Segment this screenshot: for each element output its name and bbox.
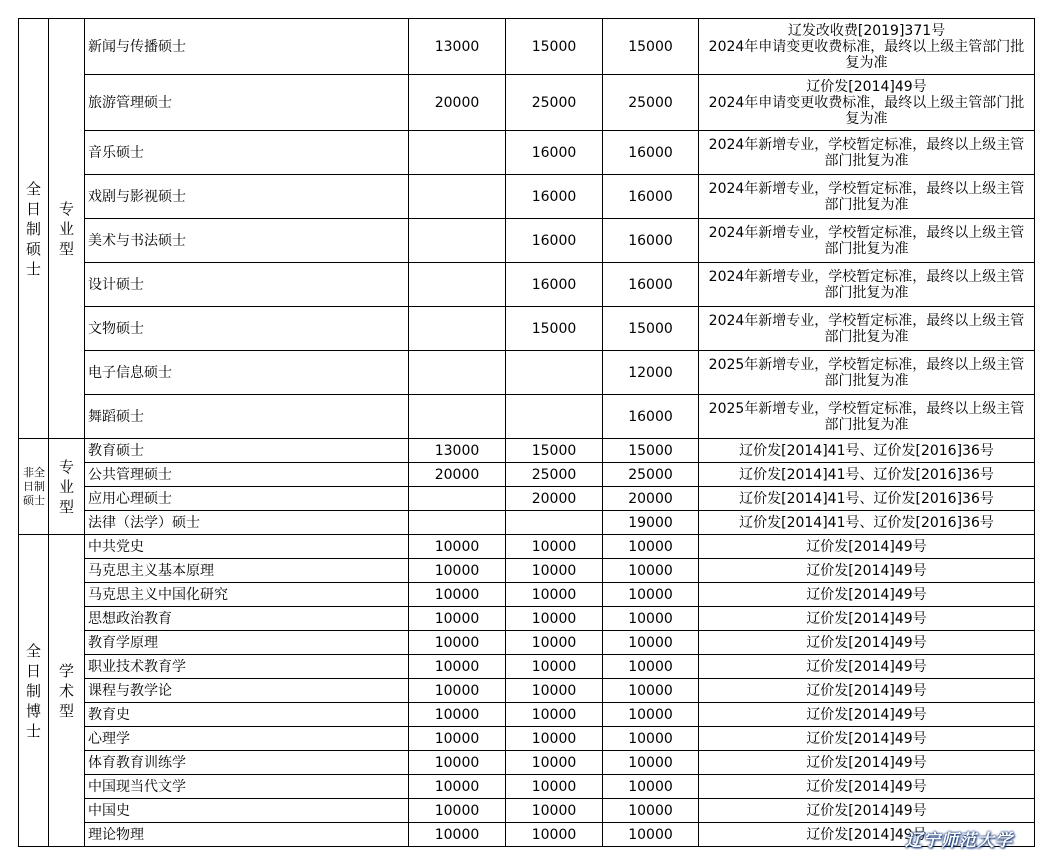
fee-cell: 15000 — [603, 19, 699, 75]
fee-cell: 10000 — [603, 775, 699, 799]
fee-basis-note-cell: 辽价发[2014]49号 — [699, 751, 1035, 775]
fee-basis-note-cell: 2024年新增专业，学校暂定标准，最终以上级主管部门批复为准 — [699, 307, 1035, 351]
fee-basis-note-cell: 辽价发[2014]49号 — [699, 727, 1035, 751]
fee-cell: 15000 — [506, 307, 603, 351]
table-row — [19, 175, 1035, 219]
fee-cell: 15000 — [506, 19, 603, 75]
fee-cell: 10000 — [603, 751, 699, 775]
fee-basis-note-cell: 辽价发[2014]41号、辽价发[2016]36号 — [699, 463, 1035, 487]
program-name-cell: 电子信息硕士 — [85, 351, 409, 395]
fee-basis-note-cell: 2025年新增专业，学校暂定标准，最终以上级主管部门批复为准 — [699, 351, 1035, 395]
table-row — [19, 463, 1035, 487]
program-name-cell: 教育学原理 — [85, 631, 409, 655]
fee-basis-note-cell: 辽价发[2014]41号、辽价发[2016]36号 — [699, 487, 1035, 511]
fee-cell: 15000 — [506, 439, 603, 463]
fee-cell: 10000 — [506, 679, 603, 703]
program-name-cell: 戏剧与影视硕士 — [85, 175, 409, 219]
table-row — [19, 439, 1035, 463]
degree-category-cell — [19, 439, 49, 535]
fee-cell — [409, 307, 506, 351]
fee-cell: 10000 — [409, 703, 506, 727]
program-name-cell: 中共党史 — [85, 535, 409, 559]
fee-cell: 10000 — [409, 823, 506, 847]
fee-cell: 25000 — [506, 75, 603, 131]
fee-cell — [409, 131, 506, 175]
fee-basis-note-cell: 辽价发[2014]49号 — [699, 559, 1035, 583]
program-name-cell: 法律（法学）硕士 — [85, 511, 409, 535]
fee-cell: 10000 — [603, 703, 699, 727]
fee-cell: 10000 — [506, 631, 603, 655]
fee-basis-note-cell: 2024年新增专业，学校暂定标准，最终以上级主管部门批复为准 — [699, 131, 1035, 175]
table-row — [19, 799, 1035, 823]
fee-basis-note-cell: 辽价发[2014]49号 — [699, 655, 1035, 679]
fee-cell: 10000 — [506, 655, 603, 679]
table-row — [19, 535, 1035, 559]
fee-cell: 10000 — [409, 583, 506, 607]
program-name-cell: 中国现当代文学 — [85, 775, 409, 799]
fee-basis-note-cell: 辽价发[2014]49号 — [699, 535, 1035, 559]
table-row — [19, 511, 1035, 535]
table-row — [19, 219, 1035, 263]
fee-cell: 10000 — [603, 559, 699, 583]
program-name-cell: 中国史 — [85, 799, 409, 823]
fee-cell — [409, 175, 506, 219]
degree-type-cell — [49, 439, 85, 535]
table-row — [19, 607, 1035, 631]
table-row — [19, 395, 1035, 439]
table-row — [19, 131, 1035, 175]
table-row — [19, 751, 1035, 775]
fee-basis-note-cell: 辽价发[2014]41号、辽价发[2016]36号 — [699, 439, 1035, 463]
fee-cell: 10000 — [409, 727, 506, 751]
fee-basis-note-cell: 2024年新增专业，学校暂定标准，最终以上级主管部门批复为准 — [699, 219, 1035, 263]
fee-cell: 16000 — [506, 263, 603, 307]
table-row — [19, 19, 1035, 75]
fee-basis-note-cell: 辽价发[2014]49号 — [699, 631, 1035, 655]
program-name-cell: 文物硕士 — [85, 307, 409, 351]
fee-cell: 10000 — [409, 799, 506, 823]
fee-cell: 10000 — [409, 607, 506, 631]
university-watermark: 辽宁师范大学 — [905, 831, 1013, 851]
table-row — [19, 775, 1035, 799]
program-name-cell: 美术与书法硕士 — [85, 219, 409, 263]
fee-cell: 10000 — [506, 799, 603, 823]
table-row — [19, 655, 1035, 679]
degree-type-cell — [49, 535, 85, 847]
fee-cell — [409, 219, 506, 263]
fee-cell: 10000 — [603, 535, 699, 559]
fee-cell: 20000 — [506, 487, 603, 511]
table-row — [19, 703, 1035, 727]
table-body — [19, 19, 1035, 847]
program-name-cell: 旅游管理硕士 — [85, 75, 409, 131]
fee-cell: 10000 — [409, 631, 506, 655]
fee-cell — [409, 263, 506, 307]
program-name-cell: 职业技术教育学 — [85, 655, 409, 679]
fee-cell: 16000 — [506, 175, 603, 219]
fee-cell: 10000 — [409, 775, 506, 799]
fee-cell: 10000 — [409, 655, 506, 679]
program-name-cell: 教育史 — [85, 703, 409, 727]
fee-cell: 10000 — [506, 559, 603, 583]
fee-basis-note-cell: 辽价发[2014]49号 — [699, 607, 1035, 631]
program-name-cell: 体育教育训练学 — [85, 751, 409, 775]
fee-cell: 16000 — [506, 219, 603, 263]
fee-basis-note-cell: 辽价发[2014]49号 2024年申请变更收费标准，最终以上级主管部门批复为准 — [699, 75, 1035, 131]
fee-basis-note-cell: 辽价发[2014]49号 — [699, 799, 1035, 823]
fee-basis-note-cell: 辽价发[2014]49号 — [699, 703, 1035, 727]
fee-cell: 16000 — [603, 395, 699, 439]
table-row — [19, 727, 1035, 751]
degree-category-cell — [19, 535, 49, 847]
table-row — [19, 823, 1035, 847]
fee-cell: 16000 — [603, 175, 699, 219]
fee-cell: 25000 — [506, 463, 603, 487]
fee-basis-note-cell: 2024年新增专业，学校暂定标准，最终以上级主管部门批复为准 — [699, 263, 1035, 307]
table-row — [19, 631, 1035, 655]
fee-cell — [409, 395, 506, 439]
fee-cell: 10000 — [603, 583, 699, 607]
fee-cell: 10000 — [506, 823, 603, 847]
fee-cell: 10000 — [603, 727, 699, 751]
program-name-cell: 舞蹈硕士 — [85, 395, 409, 439]
fee-cell: 13000 — [409, 439, 506, 463]
fee-cell: 10000 — [506, 535, 603, 559]
fee-cell: 15000 — [603, 307, 699, 351]
fee-cell: 10000 — [506, 727, 603, 751]
fee-cell: 10000 — [603, 823, 699, 847]
fee-basis-note-cell: 辽价发[2014]49号 — [699, 823, 1035, 847]
program-name-cell: 设计硕士 — [85, 263, 409, 307]
fee-basis-note-cell: 2024年新增专业，学校暂定标准，最终以上级主管部门批复为准 — [699, 175, 1035, 219]
fee-cell — [409, 351, 506, 395]
table-row — [19, 263, 1035, 307]
fee-cell: 20000 — [409, 75, 506, 131]
table-row — [19, 351, 1035, 395]
table-row — [19, 559, 1035, 583]
program-name-cell: 思想政治教育 — [85, 607, 409, 631]
program-name-cell: 教育硕士 — [85, 439, 409, 463]
program-name-cell: 理论物理 — [85, 823, 409, 847]
fee-cell — [409, 511, 506, 535]
fee-basis-note-cell: 辽价发[2014]49号 — [699, 679, 1035, 703]
table-row — [19, 75, 1035, 131]
degree-category-label: 非全日制硕士 — [23, 465, 45, 507]
program-name-cell: 新闻与传播硕士 — [85, 19, 409, 75]
fee-cell: 10000 — [603, 679, 699, 703]
degree-category-cell — [19, 19, 49, 439]
fee-cell — [409, 487, 506, 511]
fee-cell: 20000 — [603, 487, 699, 511]
fee-cell: 16000 — [506, 131, 603, 175]
fee-cell: 19000 — [603, 511, 699, 535]
program-name-cell: 课程与教学论 — [85, 679, 409, 703]
fee-cell: 10000 — [603, 655, 699, 679]
fee-basis-note-cell: 辽价发[2014]49号 — [699, 583, 1035, 607]
program-name-cell: 音乐硕士 — [85, 131, 409, 175]
fee-cell: 10000 — [506, 775, 603, 799]
fee-cell — [506, 511, 603, 535]
fee-cell: 10000 — [409, 751, 506, 775]
table-row — [19, 679, 1035, 703]
degree-category-label: 全日制博士 — [25, 641, 41, 740]
fee-cell: 10000 — [409, 535, 506, 559]
degree-type-label: 学术型 — [58, 661, 74, 720]
fee-cell: 10000 — [409, 559, 506, 583]
table-row — [19, 583, 1035, 607]
fee-cell: 10000 — [506, 751, 603, 775]
tuition-fee-table — [18, 18, 1035, 847]
fee-cell: 10000 — [506, 607, 603, 631]
program-name-cell: 应用心理硕士 — [85, 487, 409, 511]
fee-cell: 12000 — [603, 351, 699, 395]
degree-type-label: 专业型 — [58, 457, 74, 516]
program-name-cell: 公共管理硕士 — [85, 463, 409, 487]
fee-cell: 13000 — [409, 19, 506, 75]
fee-cell: 10000 — [409, 679, 506, 703]
fee-cell: 10000 — [603, 631, 699, 655]
fee-basis-note-cell: 辽价发[2014]41号、辽价发[2016]36号 — [699, 511, 1035, 535]
fee-cell: 16000 — [603, 263, 699, 307]
table-row — [19, 487, 1035, 511]
fee-basis-note-cell: 2025年新增专业，学校暂定标准，最终以上级主管部门批复为准 — [699, 395, 1035, 439]
fee-cell: 25000 — [603, 463, 699, 487]
fee-cell: 16000 — [603, 131, 699, 175]
program-name-cell: 马克思主义中国化研究 — [85, 583, 409, 607]
fee-cell: 15000 — [603, 439, 699, 463]
fee-cell: 10000 — [603, 607, 699, 631]
fee-basis-note-cell: 辽价发[2014]49号 — [699, 775, 1035, 799]
fee-cell — [506, 351, 603, 395]
fee-cell: 10000 — [603, 799, 699, 823]
table-row — [19, 307, 1035, 351]
fee-cell — [506, 395, 603, 439]
program-name-cell: 心理学 — [85, 727, 409, 751]
fee-cell: 10000 — [506, 583, 603, 607]
fee-basis-note-cell: 辽发改收费[2019]371号 2024年申请变更收费标准，最终以上级主管部门批复为准 — [699, 19, 1035, 75]
fee-cell: 25000 — [603, 75, 699, 131]
fee-cell: 16000 — [603, 219, 699, 263]
degree-type-cell — [49, 19, 85, 439]
fee-cell: 10000 — [506, 703, 603, 727]
fee-cell: 20000 — [409, 463, 506, 487]
degree-type-label: 专业型 — [58, 199, 74, 258]
program-name-cell: 马克思主义基本原理 — [85, 559, 409, 583]
degree-category-label: 全日制硕士 — [25, 179, 41, 278]
